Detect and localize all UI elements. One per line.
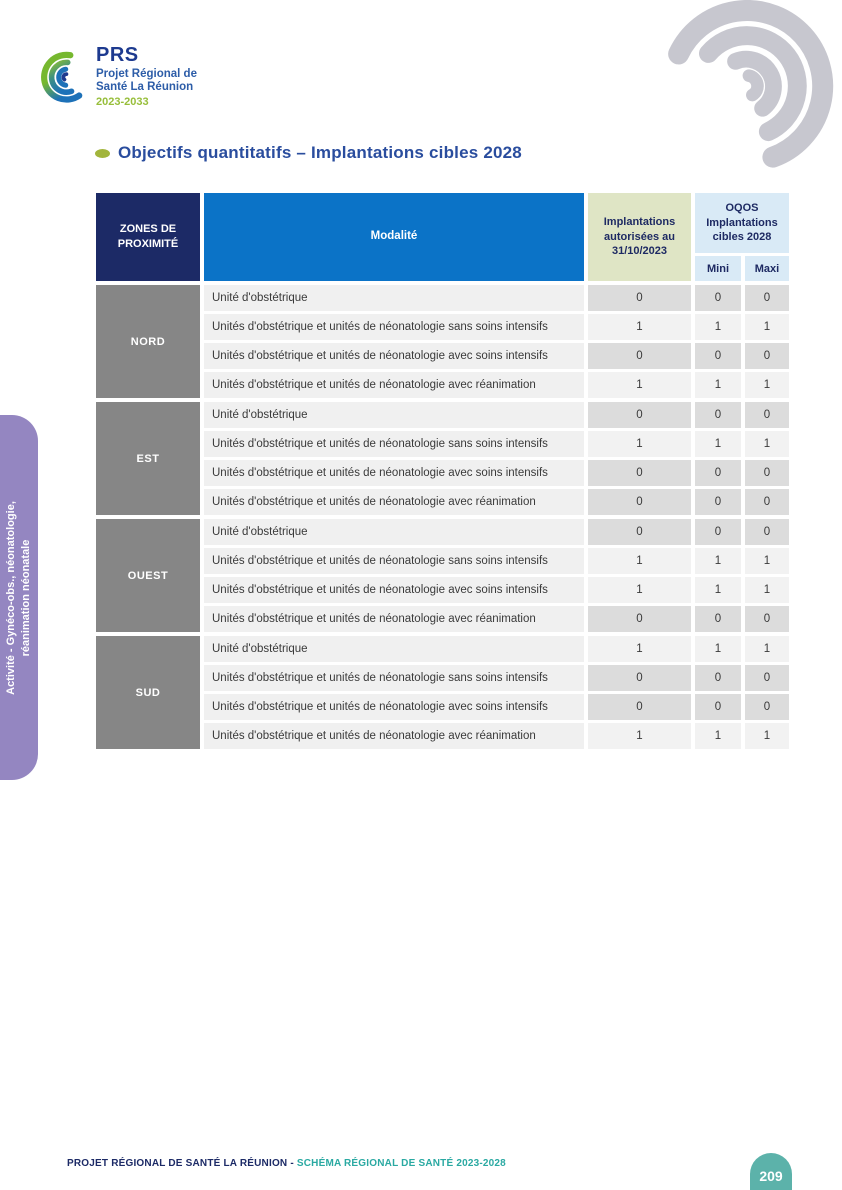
- table-row: [204, 548, 789, 574]
- decorative-arcs-icon: [628, 0, 842, 220]
- authorized-cell: 0: [588, 489, 691, 515]
- table-row: [204, 606, 789, 632]
- maxi-cell: 0: [745, 694, 789, 720]
- table-row: [204, 577, 789, 603]
- mini-cell: 1: [695, 636, 741, 662]
- modality-cell: Unité d'obstétrique: [204, 402, 584, 428]
- mini-cell: 1: [695, 577, 741, 603]
- zone-block: [96, 519, 789, 632]
- mini-cell: 0: [695, 694, 741, 720]
- authorized-cell: 1: [588, 548, 691, 574]
- modality-cell: Unités d'obstétrique et unités de néonatologie sans soins intensifs: [204, 431, 584, 457]
- mini-cell: 0: [695, 402, 741, 428]
- mini-cell: 1: [695, 723, 741, 749]
- maxi-cell: 0: [745, 665, 789, 691]
- mini-cell: 0: [695, 285, 741, 311]
- modality-cell: Unités d'obstétrique et unités de néonatologie avec soins intensifs: [204, 460, 584, 486]
- table-row: [204, 489, 789, 515]
- mini-cell: 0: [695, 489, 741, 515]
- logo-subtitle-line1: Projet Régional de: [96, 67, 197, 80]
- logo-subtitle-line2: Santé La Réunion: [96, 81, 194, 94]
- modality-cell: Unités d'obstétrique et unités de néonatologie avec réanimation: [204, 606, 584, 632]
- zone-rows: [204, 636, 789, 749]
- table-row: [204, 402, 789, 428]
- table-row: [204, 460, 789, 486]
- authorized-cell: 1: [588, 431, 691, 457]
- authorized-cell: 0: [588, 606, 691, 632]
- header-modality: Modalité: [204, 193, 584, 281]
- mini-cell: 0: [695, 343, 741, 369]
- mini-cell: 1: [695, 431, 741, 457]
- authorized-cell: 0: [588, 402, 691, 428]
- header-minimax-row: [695, 256, 789, 281]
- authorized-cell: 1: [588, 314, 691, 340]
- zone-label: EST: [96, 402, 200, 515]
- modality-cell: Unités d'obstétrique et unités de néonatologie avec soins intensifs: [204, 577, 584, 603]
- mini-cell: 0: [695, 460, 741, 486]
- table-body: [96, 285, 789, 749]
- table-row: [204, 372, 789, 398]
- maxi-cell: 1: [745, 314, 789, 340]
- authorized-cell: 1: [588, 577, 691, 603]
- table-row: [204, 431, 789, 457]
- authorized-cell: 0: [588, 665, 691, 691]
- maxi-cell: 1: [745, 723, 789, 749]
- modality-cell: Unité d'obstétrique: [204, 519, 584, 545]
- maxi-cell: 1: [745, 636, 789, 662]
- mini-cell: 0: [695, 519, 741, 545]
- zone-rows: [204, 402, 789, 515]
- table-row: [204, 285, 789, 311]
- zone-block: [96, 285, 789, 398]
- table-row: [204, 694, 789, 720]
- modality-cell: Unité d'obstétrique: [204, 285, 584, 311]
- maxi-cell: 0: [745, 606, 789, 632]
- table-row: [204, 343, 789, 369]
- sidebar-activity-tab-label: [4, 501, 34, 695]
- authorized-cell: 0: [588, 343, 691, 369]
- bullet-icon: [95, 149, 110, 158]
- maxi-cell: 0: [745, 489, 789, 515]
- footer-primary: PROJET RÉGIONAL DE SANTÉ LA RÉUNION -: [67, 1158, 294, 1169]
- maxi-cell: 1: [745, 548, 789, 574]
- authorized-cell: 1: [588, 723, 691, 749]
- authorized-cell: 1: [588, 636, 691, 662]
- modality-cell: Unités d'obstétrique et unités de néonatologie sans soins intensifs: [204, 665, 584, 691]
- maxi-cell: 0: [745, 343, 789, 369]
- authorized-cell: 0: [588, 519, 691, 545]
- zone-label: NORD: [96, 285, 200, 398]
- header-oqos-group: [695, 193, 789, 281]
- header-oqos: OQOS Implantations cibles 2028: [695, 193, 789, 253]
- header-mini: Mini: [695, 256, 741, 281]
- page-title: Objectifs quantitatifs – Implantations cibles 2028: [118, 143, 522, 162]
- table-row: [204, 519, 789, 545]
- modality-cell: Unités d'obstétrique et unités de néonatologie avec soins intensifs: [204, 694, 584, 720]
- authorized-cell: 0: [588, 694, 691, 720]
- zone-label: OUEST: [96, 519, 200, 632]
- maxi-cell: 1: [745, 577, 789, 603]
- footer-text: [67, 1158, 506, 1169]
- prs-logo-text: [96, 38, 197, 114]
- header-authorized: Implantations autorisées au 31/10/2023: [588, 193, 691, 281]
- mini-cell: 1: [695, 314, 741, 340]
- authorized-cell: 0: [588, 285, 691, 311]
- modality-cell: Unités d'obstétrique et unités de néonatologie avec soins intensifs: [204, 343, 584, 369]
- maxi-cell: 1: [745, 431, 789, 457]
- footer-secondary: SCHÉMA RÉGIONAL DE SANTÉ 2023-2028: [296, 1158, 506, 1169]
- maxi-cell: 0: [745, 460, 789, 486]
- zone-block: [96, 402, 789, 515]
- zone-rows: [204, 519, 789, 632]
- zone-label: SUD: [96, 636, 200, 749]
- zone-block: [96, 636, 789, 749]
- maxi-cell: 0: [745, 402, 789, 428]
- sidebar-tab-line2: réanimation néonatale: [20, 539, 32, 656]
- prs-logo-arcs-icon: [28, 38, 90, 114]
- mini-cell: 0: [695, 665, 741, 691]
- table-row: [204, 314, 789, 340]
- sidebar-tab-line1: Activité - Gynéco-obs., néonatologie,: [5, 500, 18, 695]
- prs-logo: [28, 38, 197, 114]
- page-number: 209: [759, 1168, 783, 1184]
- table-row: [204, 636, 789, 662]
- mini-cell: 0: [695, 606, 741, 632]
- mini-cell: 1: [695, 548, 741, 574]
- table-row: [204, 723, 789, 749]
- implantations-table: [96, 193, 789, 753]
- table-row: [204, 665, 789, 691]
- table-header: [96, 193, 789, 281]
- page-number-badge: [750, 1153, 792, 1190]
- modality-cell: Unités d'obstétrique et unités de néonatologie sans soins intensifs: [204, 548, 584, 574]
- maxi-cell: 0: [745, 519, 789, 545]
- modality-cell: Unité d'obstétrique: [204, 636, 584, 662]
- logo-acronym: PRS: [96, 44, 139, 66]
- sidebar-activity-tab: [0, 415, 38, 780]
- mini-cell: 1: [695, 372, 741, 398]
- logo-years: 2023-2033: [96, 95, 149, 108]
- zone-rows: [204, 285, 789, 398]
- modality-cell: Unités d'obstétrique et unités de néonatologie sans soins intensifs: [204, 314, 584, 340]
- maxi-cell: 0: [745, 285, 789, 311]
- header-zones: ZONES DE PROXIMITÉ: [96, 193, 200, 281]
- modality-cell: Unités d'obstétrique et unités de néonatologie avec réanimation: [204, 489, 584, 515]
- authorized-cell: 1: [588, 372, 691, 398]
- section-title-row: [95, 143, 522, 163]
- authorized-cell: 0: [588, 460, 691, 486]
- header-maxi: Maxi: [745, 256, 789, 281]
- maxi-cell: 1: [745, 372, 789, 398]
- modality-cell: Unités d'obstétrique et unités de néonatologie avec réanimation: [204, 372, 584, 398]
- modality-cell: Unités d'obstétrique et unités de néonatologie avec réanimation: [204, 723, 584, 749]
